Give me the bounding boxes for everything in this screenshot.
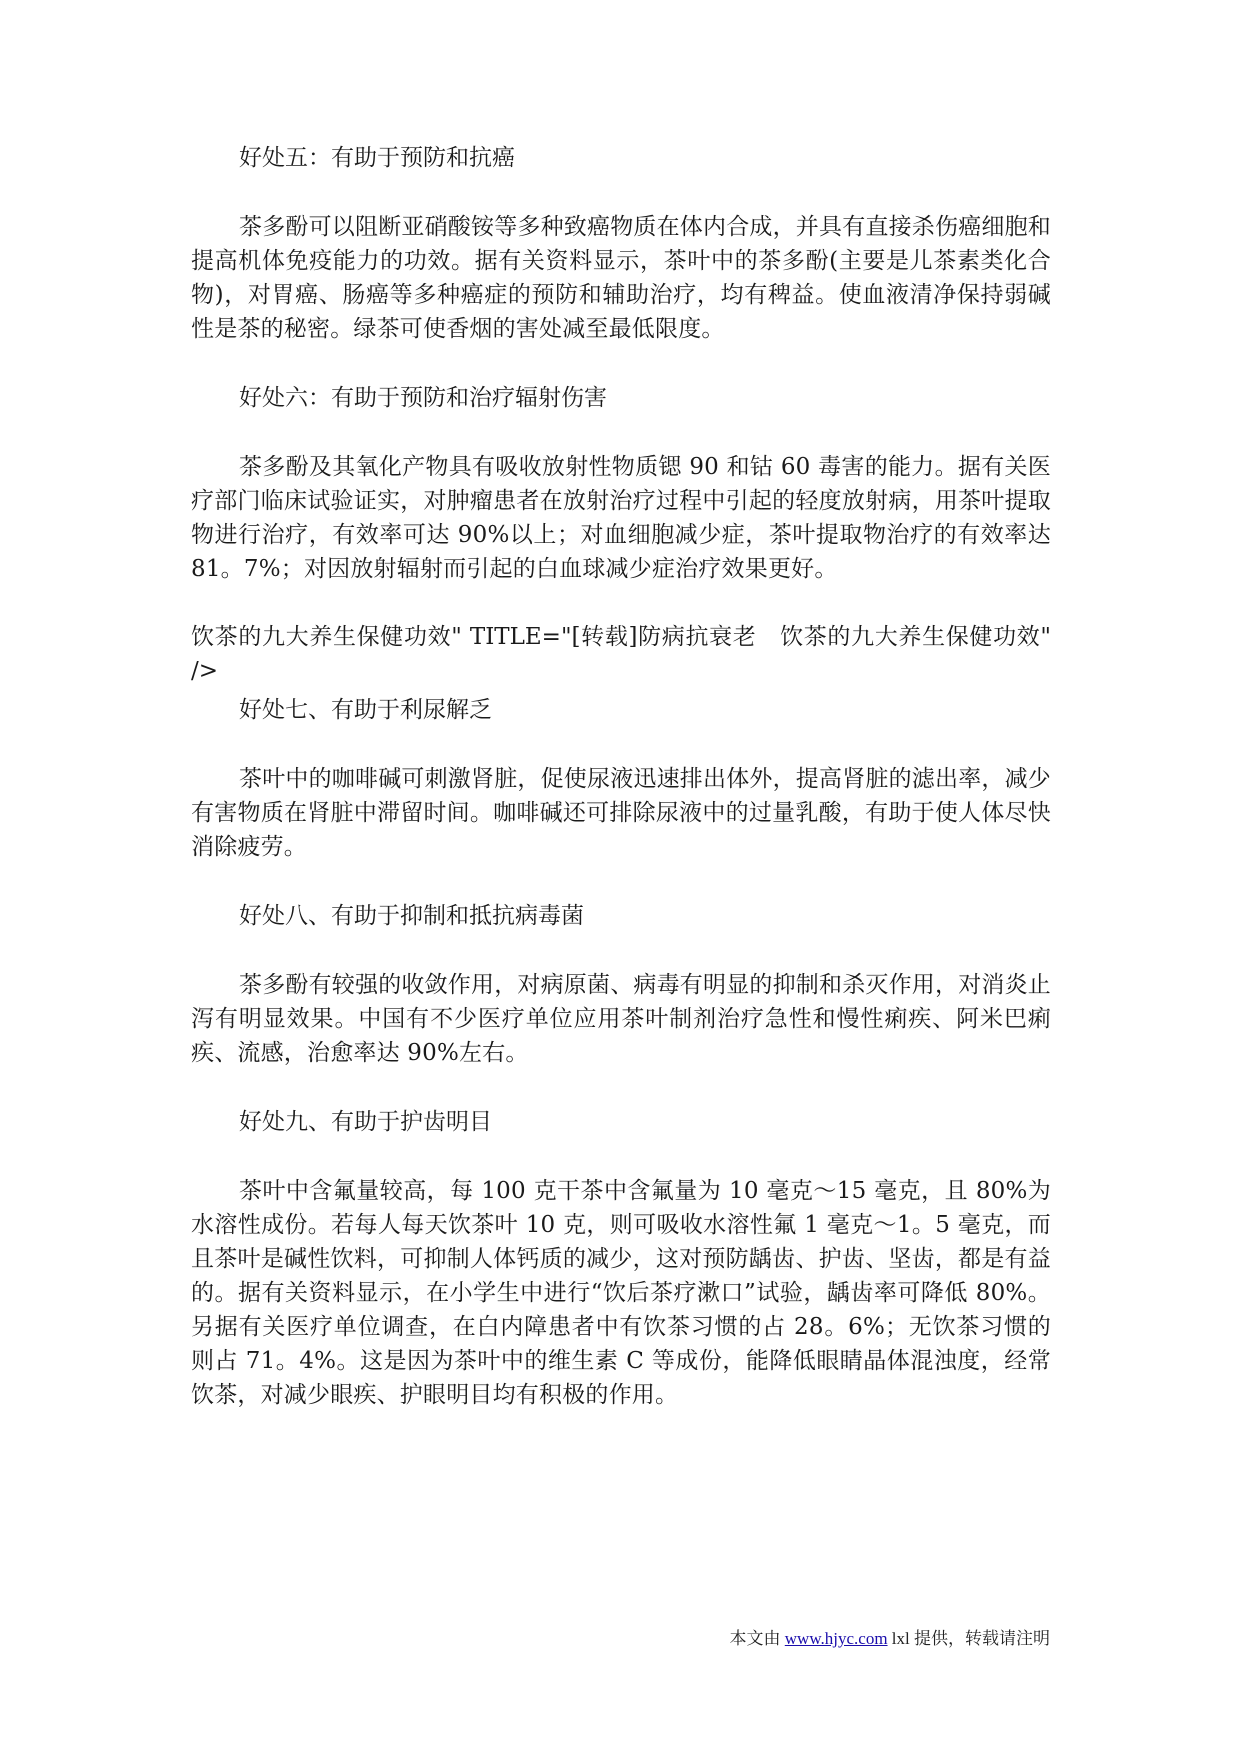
page-footer xyxy=(730,1624,1050,1649)
footer-suffix: lxl 提供，转载请注明 xyxy=(891,1629,1050,1648)
section-heading-benefit-8: 好处八、有助于抑制和抵抗病毒菌 xyxy=(239,903,584,929)
section-body-benefit-7: 茶叶中的咖啡碱可刺激肾脏，促使尿液迅速排出体外，提高肾脏的滤出率，减少有害物质在肾脏中滞留时间。咖啡碱还可排除尿液中的过量乳酸，有助于使人体尽快消除疲劳。 xyxy=(191,766,1051,860)
section-body-benefit-9: 茶叶中含氟量较高，每 100 克干茶中含氟量为 10 毫克～15 毫克，且 80%为水溶性成份。若每人每天饮茶叶 10 克，则可吸收水溶性氟 1 毫克～1。5 毫克，而且茶叶是碱性饮料，可抑制人体钙质的减少，这对预防龋齿、护齿、坚齿，都是有益的。据有关资料显示，在小学生中进行“饮后茶疗漱口”试验，龋齿率可降低 80%。另据有关医疗单位调查，在白内障患者中有饮茶习惯的占 28。6%；无饮茶习惯的则占 71。4%。这是因为茶叶中的维生素 C 等成份，能降低眼睛晶体混浊度，经常饮茶，对减少眼疾、护眼明目均有积极的作用。 xyxy=(191,1178,1051,1408)
document-page xyxy=(191,140,1051,1446)
section-body-benefit-8: 茶多酚有较强的收敛作用，对病原菌、病毒有明显的抑制和杀灭作用，对消炎止泻有明显效果。中国有不少医疗单位应用茶叶制剂治疗急性和慢性痢疾、阿米巴痢疾、流感，治愈率达 90%左右。 xyxy=(191,972,1051,1066)
section-body-benefit-5: 茶多酚可以阻断亚硝酸铵等多种致癌物质在体内合成，并具有直接杀伤癌细胞和提高机体免疫能力的功效。据有关资料显示，茶叶中的茶多酚(主要是儿茶素类化合物)，对胃癌、肠癌等多种癌症的预防和辅助治疗，均有稗益。使血液清净保持弱碱性是茶的秘密。绿茶可使香烟的害处减至最低限度。 xyxy=(191,214,1051,342)
section-heading-benefit-9: 好处九、有助于护齿明目 xyxy=(239,1109,492,1135)
stray-html-fragment: 饮茶的九大养生保健功效" TITLE="[转载]防病抗衰老 饮茶的九大养生保健功效" /> xyxy=(191,624,1051,684)
section-heading-benefit-7: 好处七、有助于利尿解乏 xyxy=(239,697,492,723)
section-heading-benefit-6: 好处六：有助于预防和治疗辐射伤害 xyxy=(239,385,607,411)
footer-prefix: 本文由 xyxy=(729,1629,781,1648)
section-heading-benefit-5: 好处五：有助于预防和抗癌 xyxy=(239,145,515,171)
section-body-benefit-6: 茶多酚及其氧化产物具有吸收放射性物质锶 90 和钴 60 毒害的能力。据有关医疗部门临床试验证实，对肿瘤患者在放射治疗过程中引起的轻度放射病，用茶叶提取物进行治疗，有效率可达 90%以上；对血细胞减少症，茶叶提取物治疗的有效率达 81。7%；对因放射辐射而引起的白血球减少症治疗效果更好。 xyxy=(191,454,1051,582)
footer-source-link[interactable]: www.hjyc.com xyxy=(784,1629,888,1648)
